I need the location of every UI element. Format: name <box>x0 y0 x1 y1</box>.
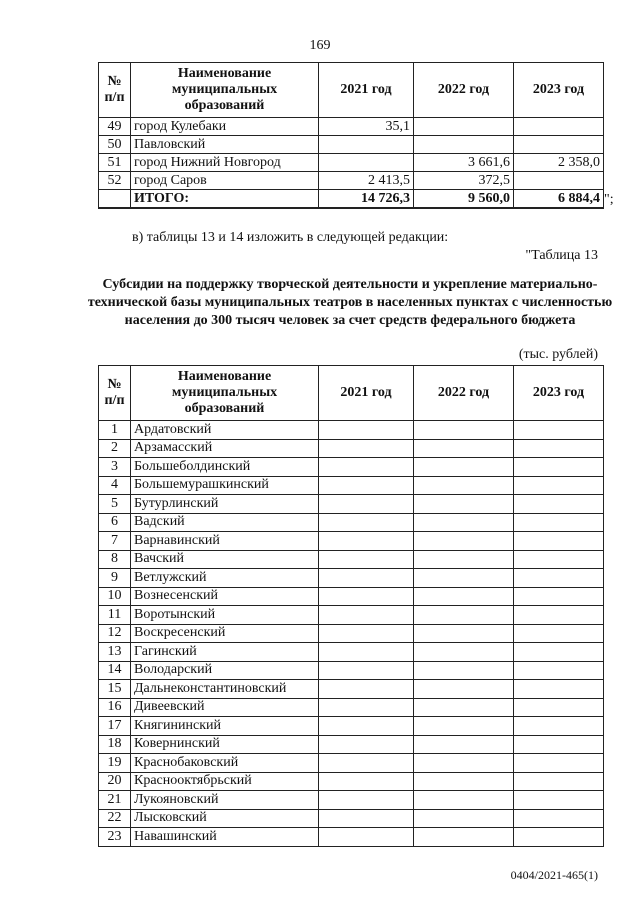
row-number: 23 <box>99 828 131 847</box>
value-2021 <box>319 136 414 154</box>
municipality-name: Воротынский <box>131 606 319 625</box>
municipality-name: Большеболдинский <box>131 458 319 477</box>
value-2023 <box>514 118 604 136</box>
value-2023 <box>514 828 604 847</box>
municipality-name: Гагинский <box>131 643 319 662</box>
value-2021 <box>319 458 414 477</box>
col-header-2022: 2022 год <box>414 63 514 118</box>
value-2022 <box>414 643 514 662</box>
table-row <box>99 624 604 643</box>
value-2021 <box>319 513 414 532</box>
value-2023 <box>514 698 604 717</box>
value-2022 <box>414 458 514 477</box>
col-header-2023: 2023 год <box>514 63 604 118</box>
total-row <box>99 190 604 209</box>
row-number: 17 <box>99 717 131 736</box>
municipality-name: город Саров <box>131 172 319 190</box>
row-number: 12 <box>99 624 131 643</box>
table-row <box>99 172 604 190</box>
table-row <box>99 476 604 495</box>
value-2023 <box>514 791 604 810</box>
value-2021 <box>319 698 414 717</box>
value-2023 <box>514 754 604 773</box>
row-number: 6 <box>99 513 131 532</box>
municipality-name: Ковернинский <box>131 735 319 754</box>
value-2023 <box>514 513 604 532</box>
row-number: 2 <box>99 439 131 458</box>
table-header-row <box>99 366 604 421</box>
municipality-name: Дальнеконстантиновский <box>131 680 319 699</box>
value-2023 <box>514 587 604 606</box>
value-2021 <box>319 532 414 551</box>
table-row <box>99 569 604 588</box>
row-number: 19 <box>99 754 131 773</box>
value-2023 <box>514 735 604 754</box>
table-row <box>99 643 604 662</box>
row-number: 9 <box>99 569 131 588</box>
table-row <box>99 698 604 717</box>
table-row <box>99 495 604 514</box>
total-2023: 6 884,4 <box>514 190 604 209</box>
row-number: 5 <box>99 495 131 514</box>
col-header-2021: 2021 год <box>319 366 414 421</box>
value-2023 <box>514 458 604 477</box>
value-2022 <box>414 772 514 791</box>
table-row <box>99 532 604 551</box>
value-2023 <box>514 172 604 190</box>
table-row <box>99 606 604 625</box>
row-number: 11 <box>99 606 131 625</box>
row-number: 15 <box>99 680 131 699</box>
row-number: 52 <box>99 172 131 190</box>
row-number: 10 <box>99 587 131 606</box>
value-2023 <box>514 495 604 514</box>
municipality-name: Княгининский <box>131 717 319 736</box>
value-2021: 2 413,5 <box>319 172 414 190</box>
municipality-name: Арзамасский <box>131 439 319 458</box>
municipality-name: город Кулебаки <box>131 118 319 136</box>
value-2021 <box>319 809 414 828</box>
value-2021 <box>319 791 414 810</box>
value-2021: 35,1 <box>319 118 414 136</box>
value-2022 <box>414 569 514 588</box>
table-header-row <box>99 63 604 118</box>
value-2022 <box>414 476 514 495</box>
value-2021 <box>319 421 414 440</box>
row-number: 16 <box>99 698 131 717</box>
row-number: 18 <box>99 735 131 754</box>
row-number: 49 <box>99 118 131 136</box>
value-2022 <box>414 532 514 551</box>
value-2021 <box>319 495 414 514</box>
units-label: (тыс. рублей) <box>518 347 598 362</box>
value-2021 <box>319 754 414 773</box>
value-2023 <box>514 421 604 440</box>
value-2022 <box>414 136 514 154</box>
table-row <box>99 754 604 773</box>
municipality-name: Вачский <box>131 550 319 569</box>
value-2021 <box>319 735 414 754</box>
value-2023 <box>514 643 604 662</box>
value-2021 <box>319 772 414 791</box>
value-2022 <box>414 828 514 847</box>
table-label: "Таблица 13 <box>525 248 598 263</box>
value-2022 <box>414 809 514 828</box>
value-2022: 3 661,6 <box>414 154 514 172</box>
municipality-name: Павловский <box>131 136 319 154</box>
municipality-name: Большемурашкинский <box>131 476 319 495</box>
value-2022 <box>414 513 514 532</box>
value-2021 <box>319 717 414 736</box>
value-2022 <box>414 717 514 736</box>
col-header-2021: 2021 год <box>319 63 414 118</box>
instruction-text: в) таблицы 13 и 14 изложить в следующей редакции: <box>132 230 449 245</box>
value-2023 <box>514 439 604 458</box>
municipality-name: Вознесенский <box>131 587 319 606</box>
value-2023 <box>514 717 604 736</box>
municipality-name: Варнавинский <box>131 532 319 551</box>
municipality-name: Ветлужский <box>131 569 319 588</box>
municipality-name: город Нижний Новгород <box>131 154 319 172</box>
row-number: 51 <box>99 154 131 172</box>
table-row <box>99 735 604 754</box>
table-row <box>99 791 604 810</box>
value-2023 <box>514 661 604 680</box>
value-2021 <box>319 661 414 680</box>
value-2023: 2 358,0 <box>514 154 604 172</box>
closing-quote: "; <box>604 192 614 207</box>
col-header-name: Наименование муниципальных образований <box>131 63 319 118</box>
municipality-name: Ардатовский <box>131 421 319 440</box>
value-2021 <box>319 624 414 643</box>
subsidy-table-continued <box>98 62 604 209</box>
municipality-name: Навашинский <box>131 828 319 847</box>
municipality-name: Володарский <box>131 661 319 680</box>
value-2022 <box>414 754 514 773</box>
municipality-name: Краснооктябрьский <box>131 772 319 791</box>
value-2023 <box>514 532 604 551</box>
table-row <box>99 661 604 680</box>
table-row <box>99 717 604 736</box>
value-2021 <box>319 550 414 569</box>
row-number: 22 <box>99 809 131 828</box>
value-2023 <box>514 136 604 154</box>
row-number: 21 <box>99 791 131 810</box>
value-2021 <box>319 154 414 172</box>
value-2021 <box>319 643 414 662</box>
municipality-name: Лысковский <box>131 809 319 828</box>
value-2022 <box>414 439 514 458</box>
value-2022 <box>414 421 514 440</box>
row-number: 3 <box>99 458 131 477</box>
value-2022 <box>414 587 514 606</box>
table-row <box>99 154 604 172</box>
value-2022 <box>414 118 514 136</box>
value-2023 <box>514 772 604 791</box>
municipality-name: Лукояновский <box>131 791 319 810</box>
row-number: 7 <box>99 532 131 551</box>
value-2022 <box>414 495 514 514</box>
row-number: 1 <box>99 421 131 440</box>
col-header-num: № п/п <box>99 63 131 118</box>
subsidy-table-13 <box>98 365 604 847</box>
municipality-name: Краснобаковский <box>131 754 319 773</box>
value-2022 <box>414 735 514 754</box>
value-2021 <box>319 606 414 625</box>
value-2022: 372,5 <box>414 172 514 190</box>
row-number: 20 <box>99 772 131 791</box>
table-row <box>99 809 604 828</box>
value-2021 <box>319 587 414 606</box>
value-2022 <box>414 791 514 810</box>
value-2021 <box>319 680 414 699</box>
col-header-2023: 2023 год <box>514 366 604 421</box>
value-2023 <box>514 569 604 588</box>
municipality-name: Дивеевский <box>131 698 319 717</box>
value-2023 <box>514 606 604 625</box>
row-number: 4 <box>99 476 131 495</box>
value-2022 <box>414 661 514 680</box>
total-num-cell <box>99 190 131 209</box>
value-2023 <box>514 624 604 643</box>
row-number: 50 <box>99 136 131 154</box>
municipality-name: Воскресенский <box>131 624 319 643</box>
value-2022 <box>414 624 514 643</box>
value-2021 <box>319 569 414 588</box>
value-2022 <box>414 698 514 717</box>
total-label: ИТОГО: <box>131 190 319 209</box>
value-2023 <box>514 680 604 699</box>
value-2023 <box>514 476 604 495</box>
table-row <box>99 587 604 606</box>
municipality-name: Вадский <box>131 513 319 532</box>
table-row <box>99 828 604 847</box>
value-2022 <box>414 550 514 569</box>
table-heading: Субсидии на поддержку творческой деятельности и укрепление материально-технической базы муниципальных театров в населенных пунктах с численностью населения до 300 тысяч человек за счет средств федерального бюджета <box>87 277 613 328</box>
table-row <box>99 439 604 458</box>
table-row <box>99 513 604 532</box>
value-2022 <box>414 680 514 699</box>
total-2021: 14 726,3 <box>319 190 414 209</box>
row-number: 8 <box>99 550 131 569</box>
value-2022 <box>414 606 514 625</box>
table-row <box>99 772 604 791</box>
value-2023 <box>514 550 604 569</box>
row-number: 13 <box>99 643 131 662</box>
value-2021 <box>319 439 414 458</box>
value-2023 <box>514 809 604 828</box>
table-row <box>99 118 604 136</box>
col-header-2022: 2022 год <box>414 366 514 421</box>
value-2021 <box>319 476 414 495</box>
document-code: 0404/2021-465(1) <box>510 868 598 882</box>
table-row <box>99 550 604 569</box>
col-header-num: № п/п <box>99 366 131 421</box>
table-row <box>99 458 604 477</box>
table-row <box>99 136 604 154</box>
table-row <box>99 421 604 440</box>
value-2021 <box>319 828 414 847</box>
municipality-name: Бутурлинский <box>131 495 319 514</box>
page-number: 169 <box>309 38 331 53</box>
col-header-name: Наименование муниципальных образований <box>131 366 319 421</box>
row-number: 14 <box>99 661 131 680</box>
total-2022: 9 560,0 <box>414 190 514 209</box>
table-row <box>99 680 604 699</box>
